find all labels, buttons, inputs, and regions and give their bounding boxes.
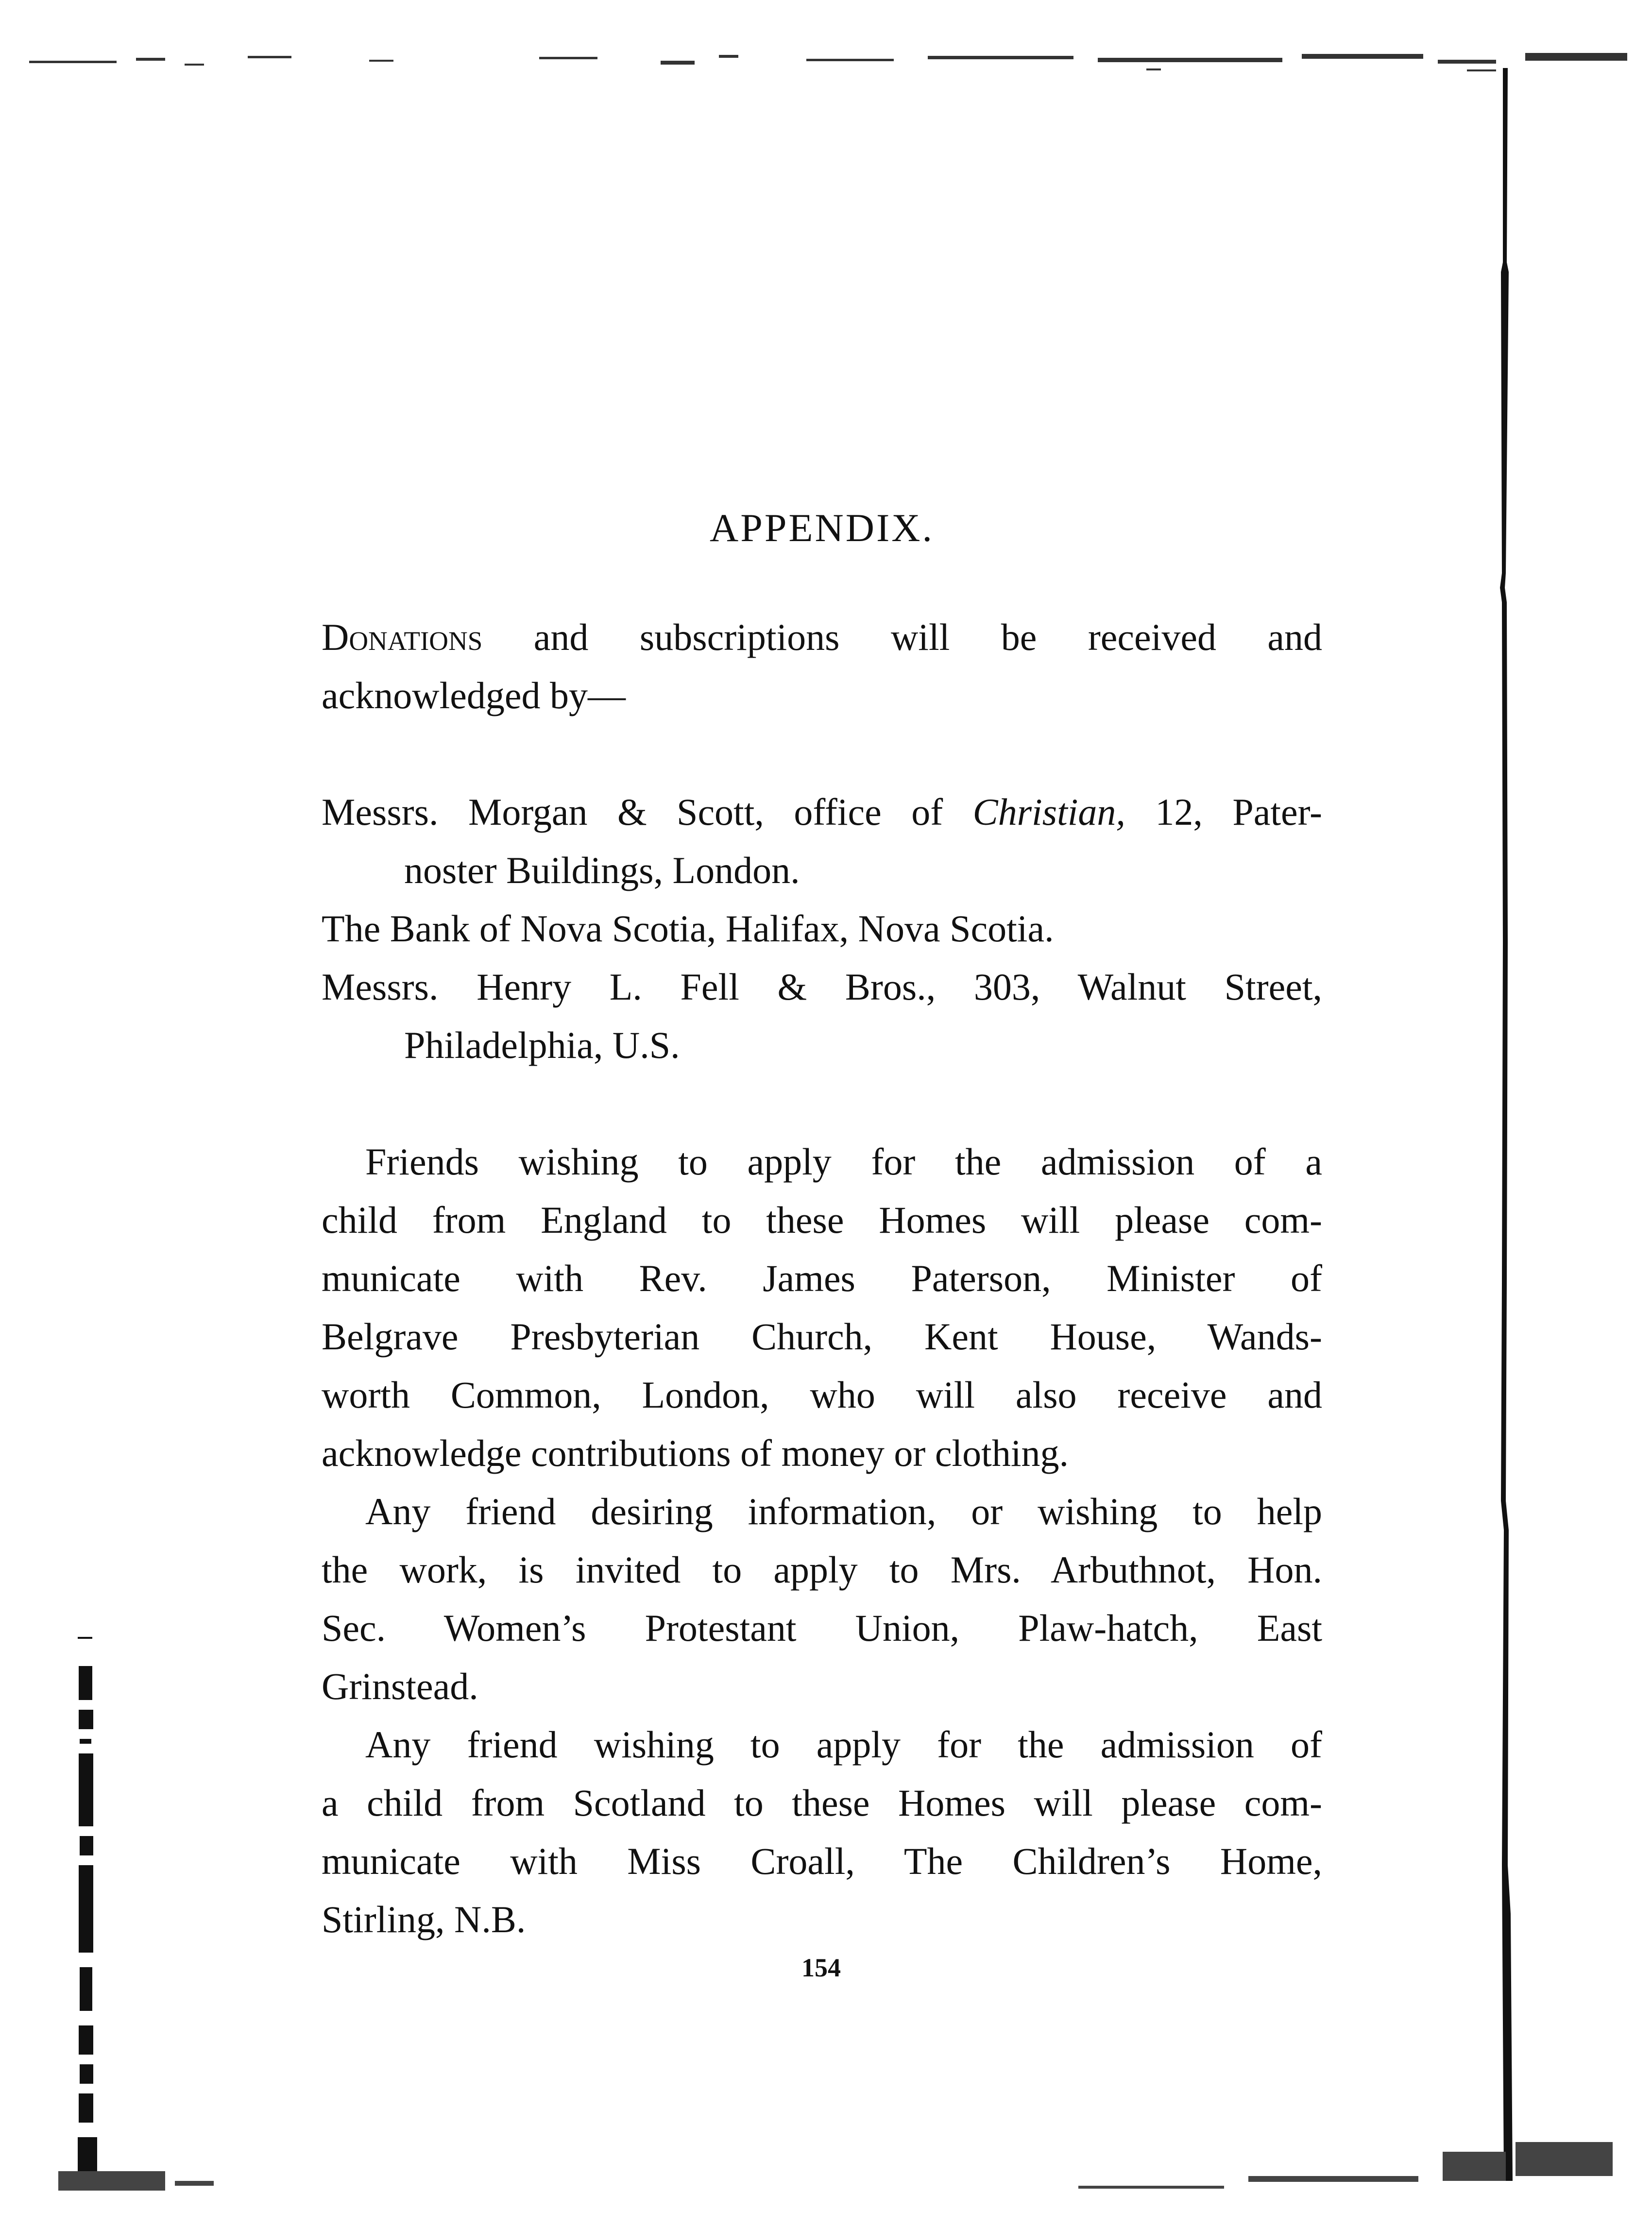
para1-line-2: child from England to these Homes will please com- xyxy=(322,1199,1322,1241)
para2-line-4: Grinstead. xyxy=(322,1665,478,1707)
address-3-line-2: Philadelphia, U.S. xyxy=(404,1024,680,1066)
address-2-line: The Bank of Nova Scotia, Halifax, Nova Scotia. xyxy=(322,907,1054,950)
scan-noise-top xyxy=(29,46,1627,80)
intro-rest: and subscriptions will be received and xyxy=(533,616,1323,658)
para1-line-1: Friends wishing to apply for the admission of a xyxy=(365,1140,1322,1183)
intro-line-2: acknowledged by— xyxy=(322,674,626,716)
intro-lead: Donations xyxy=(322,616,483,658)
address-1-text-a: Messrs. Morgan & Scott, office of xyxy=(322,791,973,833)
page-number: 154 xyxy=(801,1953,841,1982)
para2-line-1: Any friend desiring information, or wishing to help xyxy=(365,1490,1322,1532)
page-heading: APPENDIX. xyxy=(710,506,934,550)
para3-line-2: a child from Scotland to these Homes will please com- xyxy=(322,1782,1322,1824)
scan-noise-bottom xyxy=(58,2113,1632,2200)
scan-binding-edge xyxy=(1496,68,1516,2181)
address-1-text-b: 12, Pater- xyxy=(1125,791,1322,833)
address-3-line-1: Messrs. Henry L. Fell & Bros., 303, Walnut Street, xyxy=(322,966,1322,1008)
para3-line-1: Any friend wishing to apply for the admission of xyxy=(365,1723,1322,1766)
para1-line-5: worth Common, London, who will also receive and xyxy=(322,1374,1322,1416)
address-1-line-2: noster Buildings, London. xyxy=(404,849,800,891)
para2-line-2: the work, is invited to apply to Mrs. Arbuthnot, Hon. xyxy=(322,1548,1322,1591)
para1-line-4: Belgrave Presbyterian Church, Kent House, Wands- xyxy=(322,1315,1322,1358)
address-1-line-1 xyxy=(322,788,1322,836)
para2-line-3: Sec. Women’s Protestant Union, Plaw-hatch, East xyxy=(322,1607,1322,1649)
address-1-italic: Christian, xyxy=(972,791,1125,833)
para1-line-6: acknowledge contributions of money or clothing. xyxy=(322,1432,1069,1474)
para3-line-3: municate with Miss Croall, The Children’s Home, xyxy=(322,1840,1322,1882)
para3-line-4: Stirling, N.B. xyxy=(322,1898,526,1940)
scan-margin-marks xyxy=(73,1627,102,2186)
intro-line-1 xyxy=(322,613,1322,662)
para1-line-3: municate with Rev. James Paterson, Minister of xyxy=(322,1257,1322,1299)
